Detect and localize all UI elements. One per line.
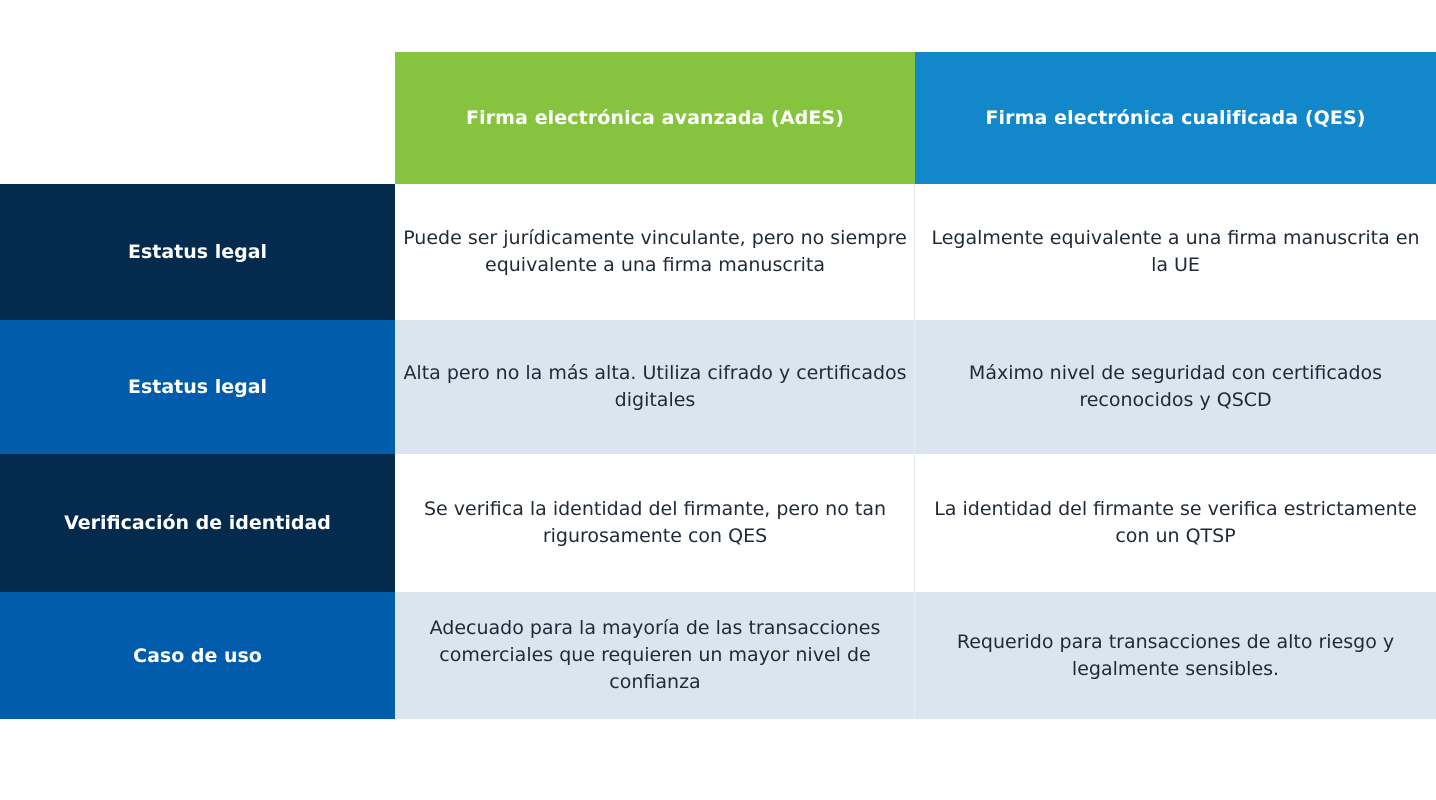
table-cell bbox=[395, 184, 915, 320]
row-header-label: Estatus legal bbox=[127, 241, 268, 263]
table-cell bbox=[915, 320, 1436, 454]
cell-text: Alta pero no la más alta. Utiliza cifrado y certificados digitales bbox=[403, 362, 907, 411]
column-header-qes-label: Firma electrónica cualificada (QES) bbox=[985, 107, 1366, 129]
row-header-label: Verificación de identidad bbox=[64, 512, 331, 534]
table-cell bbox=[395, 592, 915, 719]
cell-text: Se verifica la identidad del firmante, pero no tan rigurosamente con QES bbox=[423, 498, 887, 547]
table-cell bbox=[395, 454, 915, 592]
cell-text: La identidad del firmante se verifica estrictamente con un QTSP bbox=[934, 498, 1417, 547]
table-cell bbox=[395, 320, 915, 454]
row-header bbox=[0, 592, 395, 719]
column-header-ades-label: Firma electrónica avanzada (AdES) bbox=[466, 107, 844, 129]
row-header-label: Caso de uso bbox=[133, 644, 262, 667]
row-header bbox=[0, 454, 395, 592]
cell-text: Requerido para transacciones de alto riesgo y legalmente sensibles. bbox=[956, 630, 1395, 680]
cell-text: Adecuado para la mayoría de las transacciones comerciales que requieren un mayor nivel de confianza bbox=[429, 617, 881, 693]
row-header bbox=[0, 184, 395, 320]
table-cell bbox=[915, 592, 1436, 719]
table-cell bbox=[915, 454, 1436, 592]
cell-text: Máximo nivel de seguridad con certificados reconocidos y QSCD bbox=[968, 362, 1383, 411]
row-header-label: Estatus legal bbox=[127, 376, 268, 398]
column-divider bbox=[914, 184, 915, 719]
cell-text: Legalmente equivalente a una firma manuscrita en la UE bbox=[931, 227, 1420, 276]
column-header-ades bbox=[395, 52, 915, 184]
column-header-qes bbox=[915, 52, 1436, 184]
row-header bbox=[0, 320, 395, 454]
table-cell bbox=[915, 184, 1436, 320]
cell-text: Puede ser jurídicamente vinculante, pero no siempre equivalente a una firma manuscrita bbox=[403, 227, 907, 276]
